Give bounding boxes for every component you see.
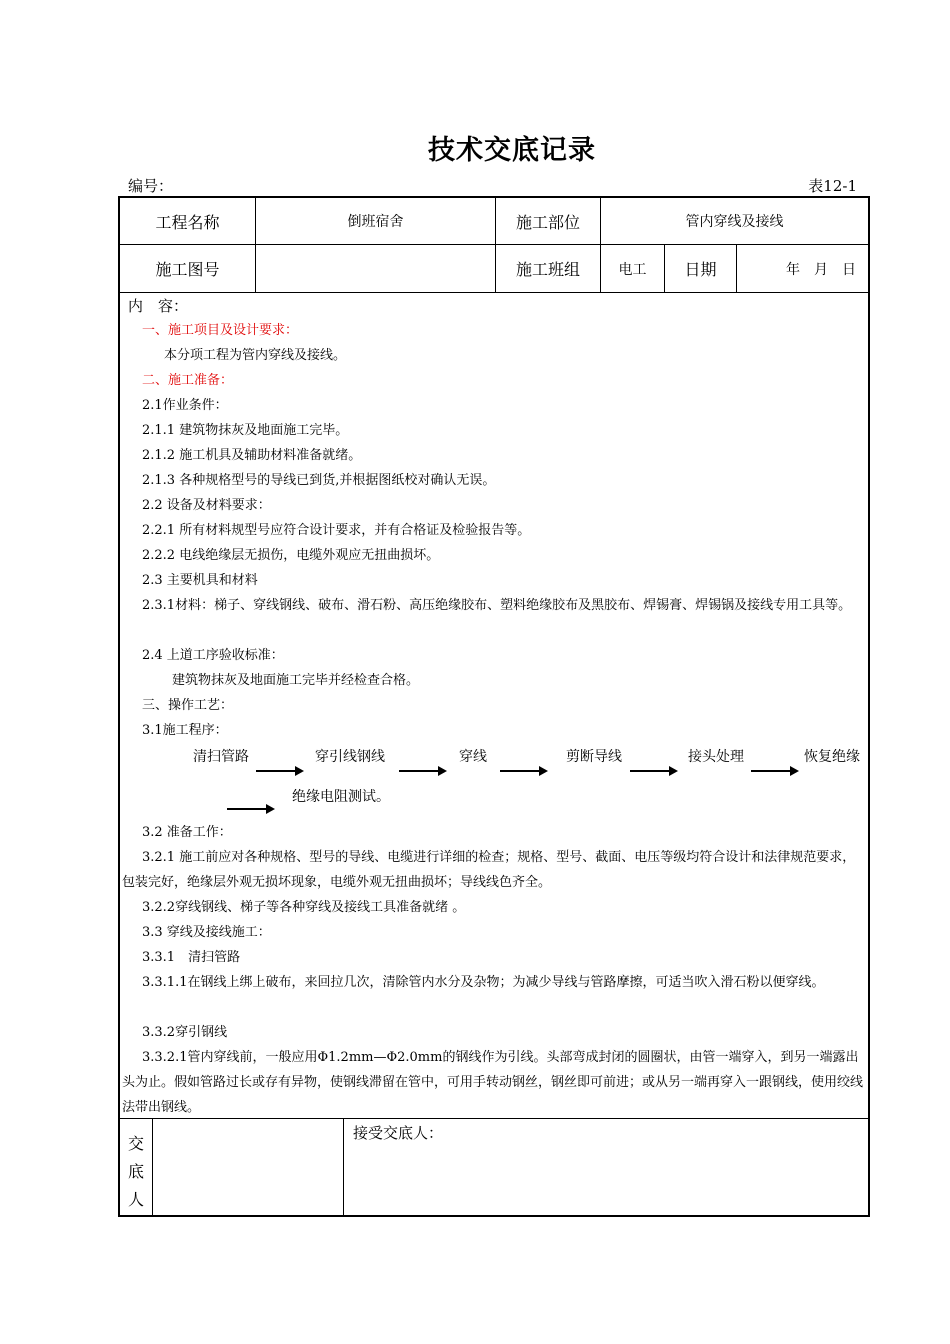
item-2-1-3: 2.1.3 各种规格型号的导线已到货,并根据图纸校对确认无误。 [142, 473, 496, 488]
item-3-3-1-1: 3.3.1.1在钢线上绑上破布，来回拉几次，清除管内水分及杂物；为减少导线与管路摩擦，可适当吹入滑石粉以便穿线。 [142, 975, 825, 990]
date-value: 年 月 日 [786, 261, 856, 278]
item-2-3-1: 2.3.1材料：梯子、穿线钢线、破布、滑石粉、高压绝缘胶布、塑料绝缘胶布及黑胶布、焊锡膏、焊锡锅及接线专用工具等。 [142, 598, 852, 613]
team-value: 电工 [618, 261, 647, 278]
flow-step-4: 剪断导线 [566, 749, 622, 765]
item-3-3-1: 3.3.1 清扫管路 [142, 950, 241, 965]
item-3-3-2-1: 3.3.2.1管内穿线前，一般应用Φ1.2mm—Φ2.0mm的钢线作为引线。头部弯成封闭的圆圈状，由管一端穿入，到另一端露出头为止。假如管路过长或存有异物，使钢线滞留在管中，可用手转动钢丝，钢丝即可前进；或从另一端再穿入一跟钢线，使用绞线法带出钢线。 [122, 1050, 864, 1115]
section-3-heading: 三、操作工艺： [142, 698, 234, 713]
item-2-3: 2.3 主要机具和材料 [142, 573, 258, 588]
number-label: 编号： [128, 177, 174, 195]
form-number: 表12-1 [808, 177, 857, 195]
item-2-4-text: 建筑物抹灰及地面施工完毕并经检查合格。 [172, 673, 420, 688]
flow-arrow-1 [256, 770, 302, 772]
record-table [118, 196, 870, 1217]
item-3-3: 3.3 穿线及接线施工： [142, 925, 271, 940]
document-title: 技术交底记录 [428, 135, 596, 166]
flow-step-1: 清扫管路 [193, 749, 249, 765]
item-2-1: 2.1作业条件： [142, 398, 228, 413]
receiver-label: 接受交底人： [353, 1124, 444, 1142]
flow-step-7: 绝缘电阻测试。 [292, 789, 390, 805]
flow-step-3: 穿线 [459, 749, 487, 765]
item-2-2: 2.2 设备及材料要求： [142, 498, 271, 513]
issuer-signature [153, 1119, 343, 1215]
content-label: 内 容： [128, 297, 189, 315]
section-2-heading: 二、施工准备： [142, 373, 234, 388]
project-name-label: 工程名称 [155, 212, 220, 232]
team-label: 施工班组 [515, 260, 580, 279]
item-2-1-1: 2.1.1 建筑物抹灰及地面施工完毕。 [142, 423, 349, 438]
flow-arrow-2 [399, 770, 445, 772]
flow-step-5: 接头处理 [688, 749, 744, 765]
date-label: 日期 [684, 260, 717, 279]
item-3-2-2: 3.2.2穿线钢线、梯子等各种穿线及接线工具准备就绪 。 [142, 900, 466, 915]
flow-arrow-6 [227, 808, 273, 810]
item-2-4: 2.4 上道工序验收标准： [142, 648, 284, 663]
location-label: 施工部位 [515, 212, 580, 232]
item-2-2-1: 2.2.1 所有材料规型号应符合设计要求，并有合格证及检验报告等。 [142, 523, 531, 538]
item-2-1-2: 2.1.2 施工机具及辅助材料准备就绪。 [142, 448, 362, 463]
flow-arrow-3 [500, 770, 546, 772]
flow-arrow-5 [751, 770, 797, 772]
flow-arrow-4 [630, 770, 676, 772]
flow-step-6: 恢复绝缘 [804, 749, 860, 765]
item-3-2: 3.2 准备工作： [142, 825, 232, 840]
issuer-label: 交 底 人 [127, 1134, 144, 1209]
drawing-no-label: 施工图号 [155, 260, 220, 279]
item-3-2-1: 3.2.1 施工前应对各种规格、型号的导线、电缆进行详细的检查；规格、型号、截面、电压等级均符合设计和法律规范要求，包装完好，绝缘层外观无损坏现象，电缆外观无扭曲损坏；导线线色齐全。 [122, 850, 856, 890]
drawing-no-value [256, 245, 495, 292]
section-1-heading: 一、施工项目及设计要求： [142, 323, 299, 338]
project-name-value: 倒班宿舍 [347, 214, 404, 230]
item-3-3-2: 3.3.2穿引钢线 [142, 1025, 228, 1040]
location-value: 管内穿线及接线 [685, 214, 784, 230]
flow-step-2: 穿引线钢线 [315, 749, 385, 765]
section-1-text: 本分项工程为管内穿线及接线。 [164, 348, 347, 363]
item-2-2-2: 2.2.2 电线绝缘层无损伤，电缆外观应无扭曲损坏。 [142, 548, 440, 563]
item-3-1: 3.1施工程序： [142, 723, 228, 738]
